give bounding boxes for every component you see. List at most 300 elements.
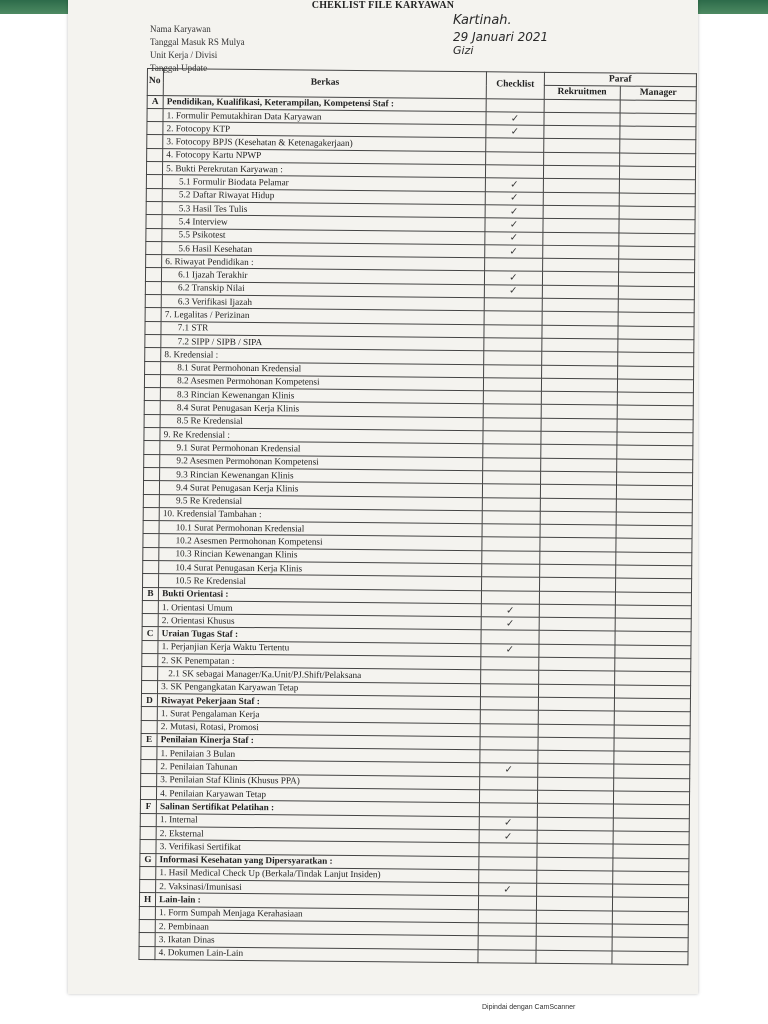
paraf-manager-cell <box>617 392 693 406</box>
paraf-manager-cell <box>619 193 695 207</box>
berkas-cell: 10.5 Re Kredensial <box>159 574 482 590</box>
checklist-cell <box>480 737 538 751</box>
paraf-rekruitmen-cell <box>536 897 612 911</box>
berkas-cell: 6.3 Verifikasi Ijazah <box>161 295 484 311</box>
paraf-manager-cell <box>613 858 689 872</box>
paraf-manager-cell <box>618 259 694 273</box>
checkmark-icon: ✓ <box>486 112 544 126</box>
paraf-manager-cell <box>612 884 688 898</box>
checkmark-icon: ✓ <box>480 763 538 777</box>
berkas-cell: 9. Re Kredensial : <box>160 428 483 444</box>
row-number <box>141 760 157 773</box>
checklist-cell <box>478 936 536 950</box>
paraf-manager-cell <box>614 698 690 712</box>
paraf-rekruitmen-cell <box>543 232 619 246</box>
row-number <box>141 680 157 693</box>
berkas-cell: 1. Internal <box>156 813 479 829</box>
berkas-cell: 2. Fotocopy KTP <box>163 122 486 138</box>
paraf-manager-cell <box>613 871 689 885</box>
berkas-cell: 5.4 Interview <box>162 215 485 231</box>
header-no: No <box>147 69 163 96</box>
paraf-manager-cell <box>614 685 690 699</box>
row-number: H <box>139 893 155 906</box>
berkas-cell: 3. Ikatan Dinas <box>155 933 478 949</box>
row-number <box>145 281 161 294</box>
berkas-cell: 1. Formulir Pemutakhiran Data Karyawan <box>163 109 486 125</box>
checklist-cell <box>483 404 541 418</box>
paraf-manager-cell <box>619 166 695 180</box>
paraf-manager-cell <box>617 445 693 459</box>
row-number <box>140 813 156 826</box>
paraf-rekruitmen-cell <box>540 498 616 512</box>
paraf-manager-cell <box>614 725 690 739</box>
checklist-cell <box>481 683 539 697</box>
checklist-table <box>138 68 697 965</box>
paraf-rekruitmen-cell <box>541 391 617 405</box>
label-tanggal-update: Tanggal Update <box>150 63 208 73</box>
berkas-cell: 5.1 Formulir Biodata Pelamar <box>162 175 485 191</box>
row-number <box>143 494 159 507</box>
berkas-cell: 5.2 Daftar Riwayat Hidup <box>162 188 485 204</box>
checkmark-icon: ✓ <box>486 125 544 139</box>
checklist-cell <box>483 457 541 471</box>
header-berkas: Berkas <box>163 69 486 99</box>
berkas-cell: Riwayat Pekerjaan Staf : <box>158 694 481 710</box>
checkmark-icon: ✓ <box>481 604 539 618</box>
berkas-cell: 8.4 Surat Penugasan Kerja Klinis <box>160 401 483 417</box>
handwritten-name: Kartinah. <box>453 13 512 28</box>
row-number <box>139 946 155 959</box>
paraf-rekruitmen-cell <box>538 750 614 764</box>
paraf-manager-cell <box>617 379 693 393</box>
row-number: A <box>147 95 163 108</box>
checkmark-icon: ✓ <box>479 883 537 897</box>
paraf-rekruitmen-cell <box>537 857 613 871</box>
paraf-rekruitmen-cell <box>541 405 617 419</box>
row-number <box>142 654 158 667</box>
checklist-cell <box>480 790 538 804</box>
paraf-rekruitmen-cell <box>541 418 617 432</box>
paraf-manager-cell <box>619 153 695 167</box>
checklist-cell <box>480 776 538 790</box>
paraf-rekruitmen-cell <box>537 817 613 831</box>
paraf-manager-cell <box>613 818 689 832</box>
checklist-cell <box>486 165 544 179</box>
checklist-cell <box>482 497 540 511</box>
berkas-cell: 10. Kredensial Tambahan : <box>159 507 482 523</box>
paraf-manager-cell <box>617 419 693 433</box>
paraf-rekruitmen-cell <box>543 205 619 219</box>
label-tanggal-masuk: Tanggal Masuk RS Mulya <box>150 37 245 47</box>
paraf-rekruitmen-cell <box>540 484 616 498</box>
row-number <box>141 707 157 720</box>
paraf-manager-cell <box>616 552 692 566</box>
handwritten-date: 29 Januari 2021 <box>453 30 549 44</box>
row-number <box>145 295 161 308</box>
paraf-rekruitmen-cell <box>542 258 618 272</box>
row-number <box>145 334 161 347</box>
checklist-cell <box>481 630 539 644</box>
row-number: B <box>142 587 158 600</box>
row-number <box>143 560 159 573</box>
paraf-manager-cell <box>618 272 694 286</box>
paraf-manager-cell <box>620 140 696 154</box>
paraf-manager-cell <box>618 352 694 366</box>
checklist-cell <box>480 723 538 737</box>
paraf-rekruitmen-cell <box>536 937 612 951</box>
row-number <box>145 361 161 374</box>
checklist-cell <box>482 537 540 551</box>
row-number <box>140 880 156 893</box>
checkmark-icon: ✓ <box>479 816 537 830</box>
paraf-manager-cell <box>619 246 695 260</box>
paraf-rekruitmen-cell <box>537 843 613 857</box>
checklist-cell <box>482 484 540 498</box>
checklist-cell <box>481 590 539 604</box>
berkas-cell: 5.3 Hasil Tes Tulis <box>162 202 485 218</box>
berkas-cell: 9.4 Surat Penugasan Kerja Klinis <box>160 481 483 497</box>
paraf-manager-cell <box>616 472 692 486</box>
paraf-rekruitmen-cell <box>539 631 615 645</box>
berkas-cell: 3. Fotocopy BPJS (Kesehatan & Ketenagakerjaan) <box>163 135 486 151</box>
row-number <box>146 175 162 188</box>
paraf-manager-cell <box>614 711 690 725</box>
checklist-cell <box>479 803 537 817</box>
paraf-rekruitmen-cell <box>542 298 618 312</box>
berkas-cell: 1. Perjanjian Kerja Waktu Tertentu <box>158 640 481 656</box>
row-number <box>144 454 160 467</box>
paraf-rekruitmen-cell <box>541 445 617 459</box>
row-number <box>145 321 161 334</box>
checklist-cell <box>482 524 540 538</box>
berkas-cell: 3. SK Pengangkatan Karyawan Tetap <box>158 680 481 696</box>
checklist-cell <box>481 657 539 671</box>
paraf-rekruitmen-cell <box>542 325 618 339</box>
header-paraf: Paraf <box>544 72 696 87</box>
paraf-manager-cell <box>620 113 696 127</box>
row-number <box>144 414 160 427</box>
paraf-manager-cell <box>616 485 692 499</box>
berkas-cell: 8.2 Asesmen Permohonan Kompetensi <box>161 374 484 390</box>
checklist-cell <box>484 311 542 325</box>
berkas-cell: 9.1 Surat Permohonan Kredensial <box>160 441 483 457</box>
handwritten-unit: Gizi <box>453 44 474 57</box>
paraf-rekruitmen-cell <box>541 365 617 379</box>
berkas-cell: 2. Orientasi Khusus <box>158 614 481 630</box>
paraf-manager-cell <box>615 658 691 672</box>
berkas-cell: 2. Mutasi, Rotasi, Promosi <box>157 720 480 736</box>
row-number <box>140 840 156 853</box>
checklist-cell <box>478 923 536 937</box>
header-rekruitmen: Rekruitmen <box>544 86 620 100</box>
paraf-manager-cell <box>616 512 692 526</box>
berkas-cell: 5.6 Hasil Kesehatan <box>162 242 485 258</box>
berkas-cell: 1. Surat Pengalaman Kerja <box>157 707 480 723</box>
paraf-manager-cell <box>616 525 692 539</box>
paraf-manager-cell <box>616 459 692 473</box>
paraf-manager-cell <box>617 366 693 380</box>
paraf-rekruitmen-cell <box>540 511 616 525</box>
row-number <box>145 348 161 361</box>
paraf-manager-cell <box>615 605 691 619</box>
berkas-cell: 1. Form Sumpah Menjaga Kerahasiaan <box>155 906 478 922</box>
paraf-rekruitmen-cell <box>538 684 614 698</box>
checklist-cell <box>483 444 541 458</box>
row-number <box>140 866 156 879</box>
berkas-cell: 1. Penilaian 3 Bulan <box>157 747 480 763</box>
berkas-cell: 6. Riwayat Pendidikan : <box>162 255 485 271</box>
checkmark-icon: ✓ <box>485 218 543 232</box>
paraf-rekruitmen-cell <box>539 644 615 658</box>
checklist-cell <box>478 909 536 923</box>
checklist-cell <box>484 298 542 312</box>
checklist-cell <box>480 750 538 764</box>
paraf-manager-cell <box>612 937 688 951</box>
row-number <box>140 826 156 839</box>
checkmark-icon: ✓ <box>481 643 539 657</box>
row-number <box>142 600 158 613</box>
row-number <box>143 574 159 587</box>
paraf-manager-cell <box>618 299 694 313</box>
paraf-manager-cell <box>617 405 693 419</box>
berkas-cell: 3. Verifikasi Sertifikat <box>156 840 479 856</box>
row-number <box>146 241 162 254</box>
berkas-cell: 7.2 SIPP / SIPB / SIPA <box>161 335 484 351</box>
row-number: E <box>141 733 157 746</box>
berkas-cell: 8.5 Re Kredensial <box>160 414 483 430</box>
paraf-manager-cell <box>612 924 688 938</box>
paraf-rekruitmen-cell <box>542 312 618 326</box>
checklist-cell <box>481 670 539 684</box>
checklist-cell <box>480 697 538 711</box>
paraf-rekruitmen-cell <box>544 112 620 126</box>
paraf-manager-cell <box>618 339 694 353</box>
paraf-manager-cell <box>612 951 688 965</box>
checkmark-icon: ✓ <box>485 205 543 219</box>
paraf-manager-cell <box>613 778 689 792</box>
paraf-rekruitmen-cell <box>538 671 614 685</box>
paraf-rekruitmen-cell <box>537 830 613 844</box>
berkas-cell: 2. Eksternal <box>156 827 479 843</box>
label-unit-kerja: Unit Kerja / Divisi <box>150 50 218 60</box>
paraf-rekruitmen-cell <box>537 777 613 791</box>
berkas-cell: Pendidikan, Kualifikasi, Keterampilan, Kompetensi Staf : <box>163 95 486 111</box>
row-number <box>144 428 160 441</box>
berkas-cell: 10.4 Surat Penugasan Kerja Klinis <box>159 561 482 577</box>
row-number <box>141 773 157 786</box>
paraf-rekruitmen-cell <box>539 551 615 565</box>
row-number: F <box>140 800 156 813</box>
berkas-cell: 8.3 Rincian Kewenangan Klinis <box>160 388 483 404</box>
berkas-cell: 2. Penilaian Tahunan <box>157 760 480 776</box>
row-number <box>143 481 159 494</box>
row-number <box>139 906 155 919</box>
paraf-manager-cell <box>614 671 690 685</box>
paraf-rekruitmen-cell <box>543 192 619 206</box>
paraf-rekruitmen-cell <box>543 139 619 153</box>
checklist-cell <box>480 710 538 724</box>
checklist-cell <box>484 324 542 338</box>
checkmark-icon: ✓ <box>481 617 539 631</box>
row-number: G <box>140 853 156 866</box>
berkas-cell: 9.5 Re Kredensial <box>159 494 482 510</box>
row-number <box>142 614 158 627</box>
paraf-rekruitmen-cell <box>538 724 614 738</box>
berkas-cell: Penilaian Kinerja Staf : <box>157 733 480 749</box>
row-number <box>143 534 159 547</box>
paraf-rekruitmen-cell <box>540 538 616 552</box>
checklist-cell <box>486 138 544 152</box>
header-manager: Manager <box>620 86 696 100</box>
berkas-cell: 10.2 Asesmen Permohonan Kompetensi <box>159 534 482 550</box>
checklist-cell <box>486 152 544 166</box>
paraf-rekruitmen-cell <box>544 99 620 113</box>
checklist-cell <box>484 351 542 365</box>
paraf-manager-cell <box>620 100 696 114</box>
checklist-cell <box>484 338 542 352</box>
paraf-rekruitmen-cell <box>541 378 617 392</box>
berkas-cell: 10.3 Rincian Kewenangan Klinis <box>159 547 482 563</box>
berkas-cell: 7.1 STR <box>161 321 484 337</box>
paraf-manager-cell <box>613 804 689 818</box>
paraf-rekruitmen-cell <box>541 431 617 445</box>
paraf-rekruitmen-cell <box>542 338 618 352</box>
berkas-cell: 2. Vaksinasi/Imunisasi <box>156 880 479 896</box>
paraf-manager-cell <box>616 538 692 552</box>
paraf-rekruitmen-cell <box>538 737 614 751</box>
paraf-rekruitmen-cell <box>536 870 612 884</box>
paraf-manager-cell <box>620 126 696 140</box>
checklist-cell <box>482 577 540 591</box>
paraf-rekruitmen-cell <box>538 697 614 711</box>
checklist-cell <box>482 564 540 578</box>
checkmark-icon: ✓ <box>485 191 543 205</box>
paraf-rekruitmen-cell <box>536 923 612 937</box>
checklist-cell <box>479 843 537 857</box>
row-number <box>146 215 162 228</box>
paraf-manager-cell <box>619 219 695 233</box>
paraf-manager-cell <box>612 897 688 911</box>
row-number: D <box>141 693 157 706</box>
row-number <box>140 787 156 800</box>
row-number <box>147 108 163 121</box>
checklist-cell <box>486 98 544 112</box>
paraf-rekruitmen-cell <box>538 711 614 725</box>
paraf-rekruitmen-cell <box>543 219 619 233</box>
checklist-cell <box>483 417 541 431</box>
paraf-rekruitmen-cell <box>536 883 612 897</box>
paraf-rekruitmen-cell <box>539 564 615 578</box>
checkmark-icon: ✓ <box>484 284 542 298</box>
paraf-manager-cell <box>613 791 689 805</box>
row-number <box>144 388 160 401</box>
berkas-cell: 4. Dokumen Lain-Lain <box>155 946 478 962</box>
document-title: CHEKLIST FILE KARYAWAN <box>311 0 455 11</box>
checklist-cell <box>479 856 537 870</box>
berkas-cell: 3. Penilaian Staf Klinis (Khusus PPA) <box>157 773 480 789</box>
checkmark-icon: ✓ <box>485 178 543 192</box>
row-number <box>144 467 160 480</box>
berkas-cell: 5.5 Psikotest <box>162 228 485 244</box>
berkas-cell: 2.1 SK sebagai Manager/Ka.Unit/PJ.Shift/Pelaksana <box>158 667 481 683</box>
checklist-cell <box>483 391 541 405</box>
berkas-cell: 6.2 Transkip Nilai <box>161 281 484 297</box>
paraf-rekruitmen-cell <box>542 245 618 259</box>
paraf-rekruitmen-cell <box>537 790 613 804</box>
row-number <box>141 747 157 760</box>
checklist-cell <box>484 364 542 378</box>
berkas-cell: Bukti Orientasi : <box>159 587 482 603</box>
checklist-cell <box>482 550 540 564</box>
row-number <box>145 308 161 321</box>
checklist-cell <box>479 870 537 884</box>
berkas-cell: Uraian Tugas Staf : <box>158 627 481 643</box>
paraf-manager-cell <box>614 764 690 778</box>
paraf-manager-cell <box>612 911 688 925</box>
paraf-manager-cell <box>615 565 691 579</box>
berkas-cell: Informasi Kesehatan yang Dipersyaratkan : <box>156 853 479 869</box>
berkas-cell: 2. SK Penempatan : <box>158 654 481 670</box>
row-number <box>143 547 159 560</box>
paraf-rekruitmen-cell <box>541 352 617 366</box>
paraf-manager-cell <box>618 286 694 300</box>
header-checklist: Checklist <box>486 72 544 99</box>
checklist-cell <box>483 471 541 485</box>
berkas-cell: 7. Legalitas / Perizinan <box>161 308 484 324</box>
paraf-rekruitmen-cell <box>539 578 615 592</box>
berkas-cell: 8. Kredensial : <box>161 348 484 364</box>
checkmark-icon: ✓ <box>485 271 543 285</box>
paraf-manager-cell <box>613 844 689 858</box>
row-number <box>139 919 155 932</box>
berkas-cell: 9.2 Asesmen Permohonan Kompetensi <box>160 454 483 470</box>
row-number <box>146 255 162 268</box>
paraf-rekruitmen-cell <box>539 604 615 618</box>
berkas-cell: 6.1 Ijazah Terakhir <box>162 268 485 284</box>
paraf-manager-cell <box>618 312 694 326</box>
checkmark-icon: ✓ <box>479 830 537 844</box>
row-number <box>143 507 159 520</box>
paraf-manager-cell <box>619 206 695 220</box>
paraf-rekruitmen-cell <box>540 524 616 538</box>
row-number <box>146 188 162 201</box>
paraf-rekruitmen-cell <box>542 272 618 286</box>
row-number <box>144 401 160 414</box>
row-number <box>147 148 163 161</box>
berkas-cell: 1. Orientasi Umum <box>158 601 481 617</box>
paraf-manager-cell <box>613 831 689 845</box>
row-number <box>146 201 162 214</box>
paraf-rekruitmen-cell <box>543 179 619 193</box>
paraf-manager-cell <box>618 326 694 340</box>
row-number <box>146 228 162 241</box>
berkas-cell: 2. Pembinaan <box>155 920 478 936</box>
checklist-cell <box>483 378 541 392</box>
berkas-cell: 5. Bukti Perekrutan Karyawan : <box>163 162 486 178</box>
paraf-rekruitmen-cell <box>542 285 618 299</box>
row-number <box>146 162 162 175</box>
paraf-rekruitmen-cell <box>544 125 620 139</box>
paraf-manager-cell <box>619 233 695 247</box>
paraf-rekruitmen-cell <box>540 458 616 472</box>
row-number <box>141 720 157 733</box>
row-number <box>147 135 163 148</box>
berkas-cell: 8.1 Surat Permohonan Kredensial <box>161 361 484 377</box>
paraf-manager-cell <box>615 631 691 645</box>
paraf-rekruitmen-cell <box>536 950 612 964</box>
checkmark-icon: ✓ <box>485 245 543 259</box>
paraf-manager-cell <box>619 179 695 193</box>
